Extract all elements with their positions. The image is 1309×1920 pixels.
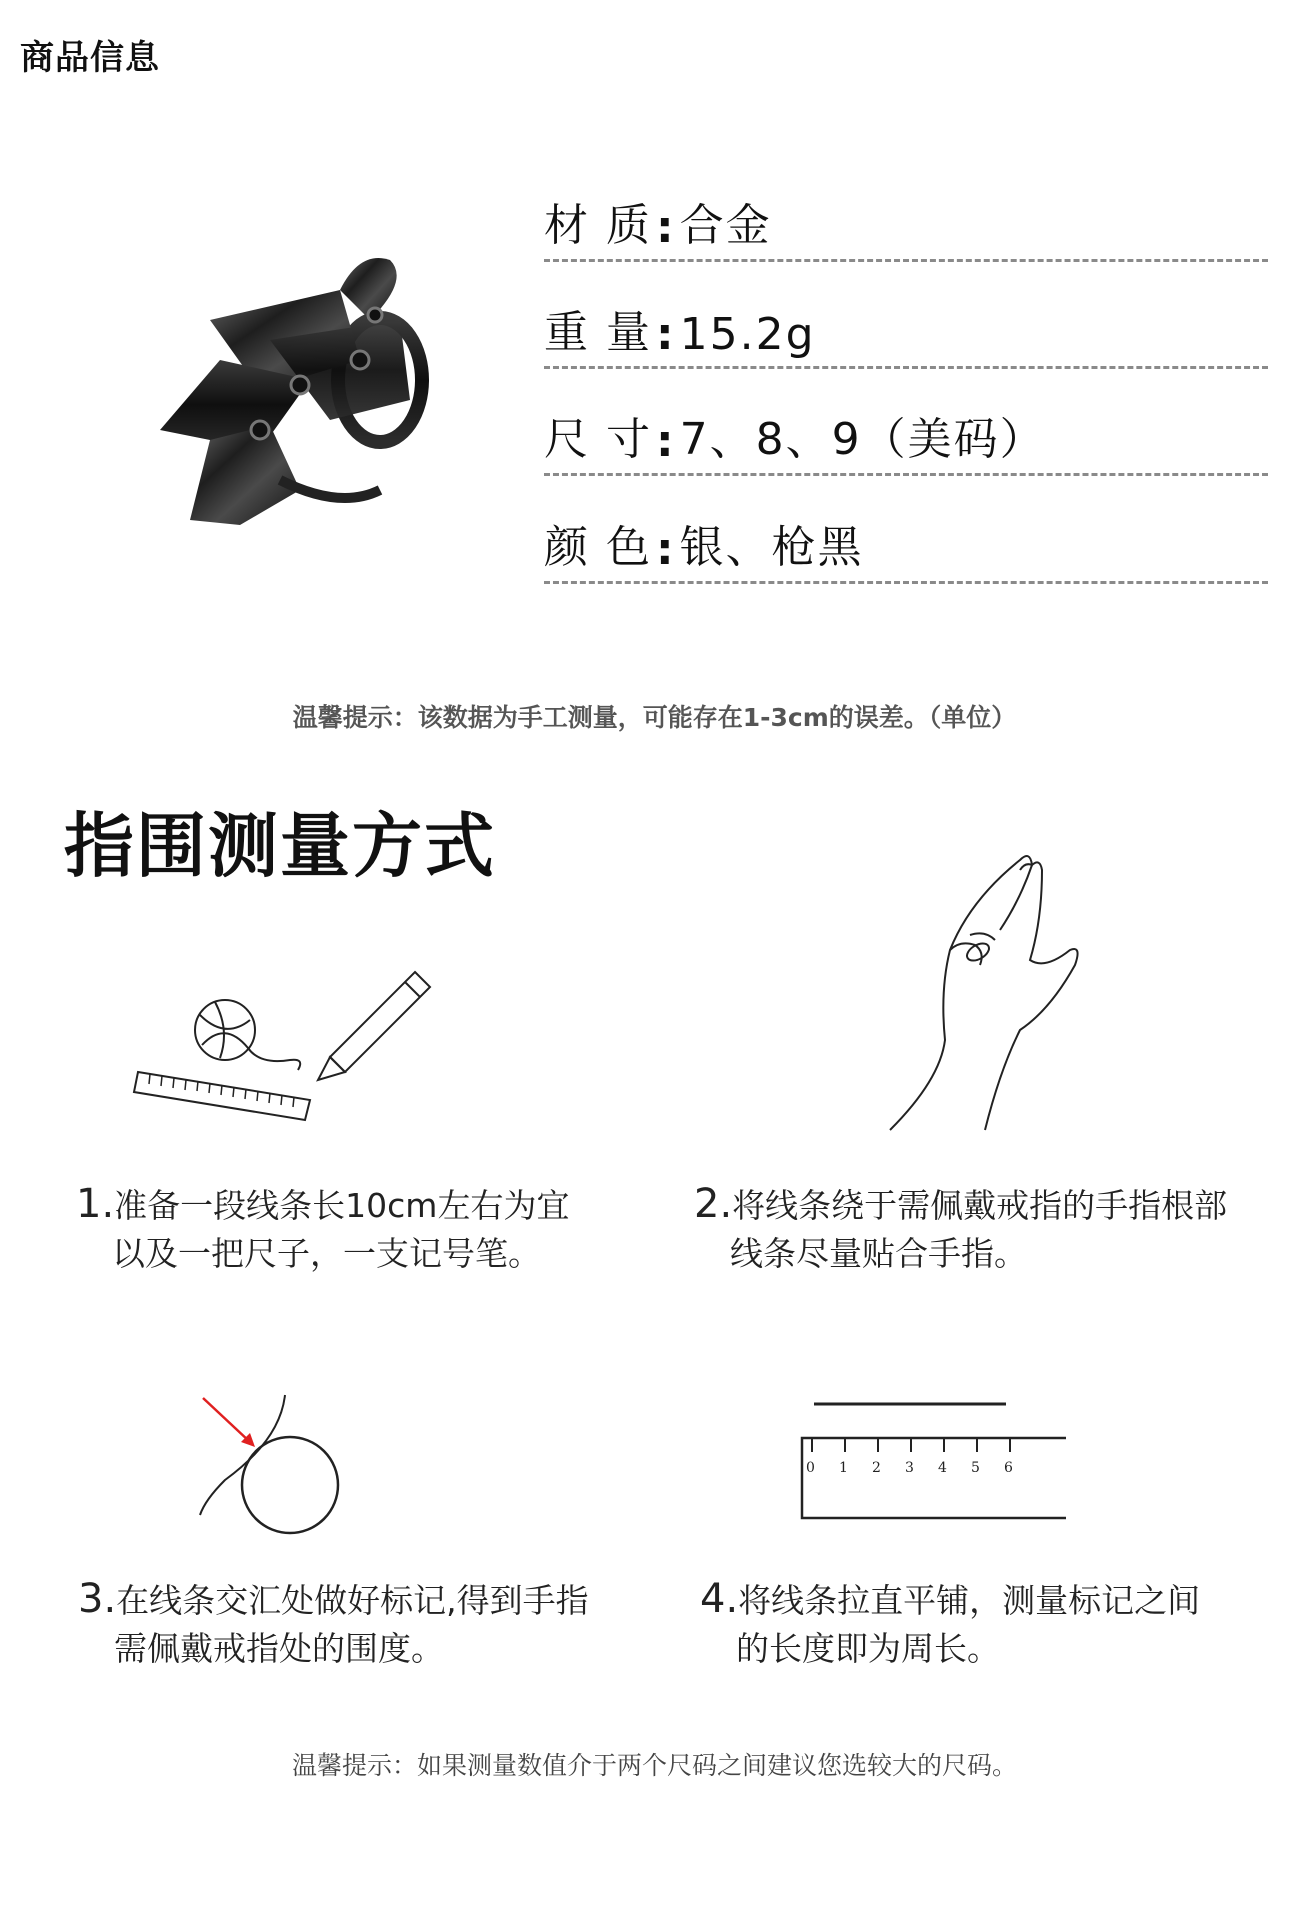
spec-row-material — [544, 186, 1268, 262]
ruler-tick-label: 0 — [806, 1460, 815, 1476]
step-number: 4. — [700, 1576, 739, 1622]
ruler-tick-label: 5 — [971, 1460, 980, 1476]
spec-label: 材 质 — [544, 200, 652, 251]
section-title: 商品信息 — [20, 38, 160, 78]
ruler-tick-label: 3 — [905, 1460, 914, 1476]
step-2 — [694, 1180, 1254, 1278]
step-number: 1. — [76, 1181, 115, 1227]
step-line2: 的长度即为周长。 — [736, 1629, 1000, 1668]
ruler-tick-label: 4 — [938, 1460, 947, 1476]
spec-separator: : — [656, 202, 676, 253]
spec-value: 合金 — [679, 200, 772, 251]
spec-value: 15.2g — [679, 309, 816, 360]
ruler-tick-label: 6 — [1004, 1460, 1013, 1476]
loop-illustration — [195, 1390, 355, 1540]
step-line1: 准备一段线条长10cm左右为宜 — [114, 1186, 570, 1225]
step-line2: 以及一把尺子，一支记号笔。 — [112, 1234, 541, 1273]
spec-separator: : — [656, 309, 676, 360]
hand-illustration — [870, 840, 1090, 1140]
spec-label: 重 量 — [544, 307, 652, 358]
spec-row-color — [544, 508, 1268, 584]
spec-row-size — [544, 400, 1268, 476]
measure-title: 指围测量方式 — [64, 805, 496, 887]
step-1 — [76, 1180, 596, 1278]
measurement-tip: 温馨提示：该数据为手工测量，可能存在1-3cm的误差。（单位） — [292, 703, 1017, 732]
step-3 — [78, 1575, 618, 1673]
step-line2: 需佩戴戒指处的围度。 — [114, 1629, 444, 1668]
ring-illustration — [150, 250, 440, 550]
spec-value: 银、枪黑 — [679, 522, 864, 573]
step-number: 3. — [78, 1576, 117, 1622]
ruler-tick-label: 2 — [872, 1460, 881, 1476]
arrow-line — [203, 1398, 250, 1442]
step-line2: 线条尽量贴合手指。 — [730, 1234, 1027, 1273]
spec-value: 7、8、9（美码） — [679, 414, 1046, 465]
step-line1: 将线条拉直平铺，测量标记之间 — [738, 1581, 1201, 1620]
tools-illustration — [130, 960, 440, 1130]
size-tip: 温馨提示：如果测量数值介于两个尺码之间建议您选较大的尺码。 — [291, 1751, 1017, 1780]
step-number: 2. — [694, 1181, 733, 1227]
step-4 — [700, 1575, 1260, 1673]
step-line1: 在线条交汇处做好标记,得到手指 — [116, 1581, 589, 1620]
product-image — [150, 250, 440, 550]
spec-separator: : — [656, 524, 676, 575]
step-line1: 将线条绕于需佩戴戒指的手指根部 — [732, 1186, 1228, 1225]
spec-separator: : — [656, 416, 676, 467]
spec-label: 尺 寸 — [544, 414, 652, 465]
spec-label: 颜 色 — [544, 522, 652, 573]
ruler-illustration — [800, 1400, 1080, 1530]
ruler-tick-label: 1 — [839, 1460, 848, 1476]
spec-row-weight — [544, 293, 1268, 369]
